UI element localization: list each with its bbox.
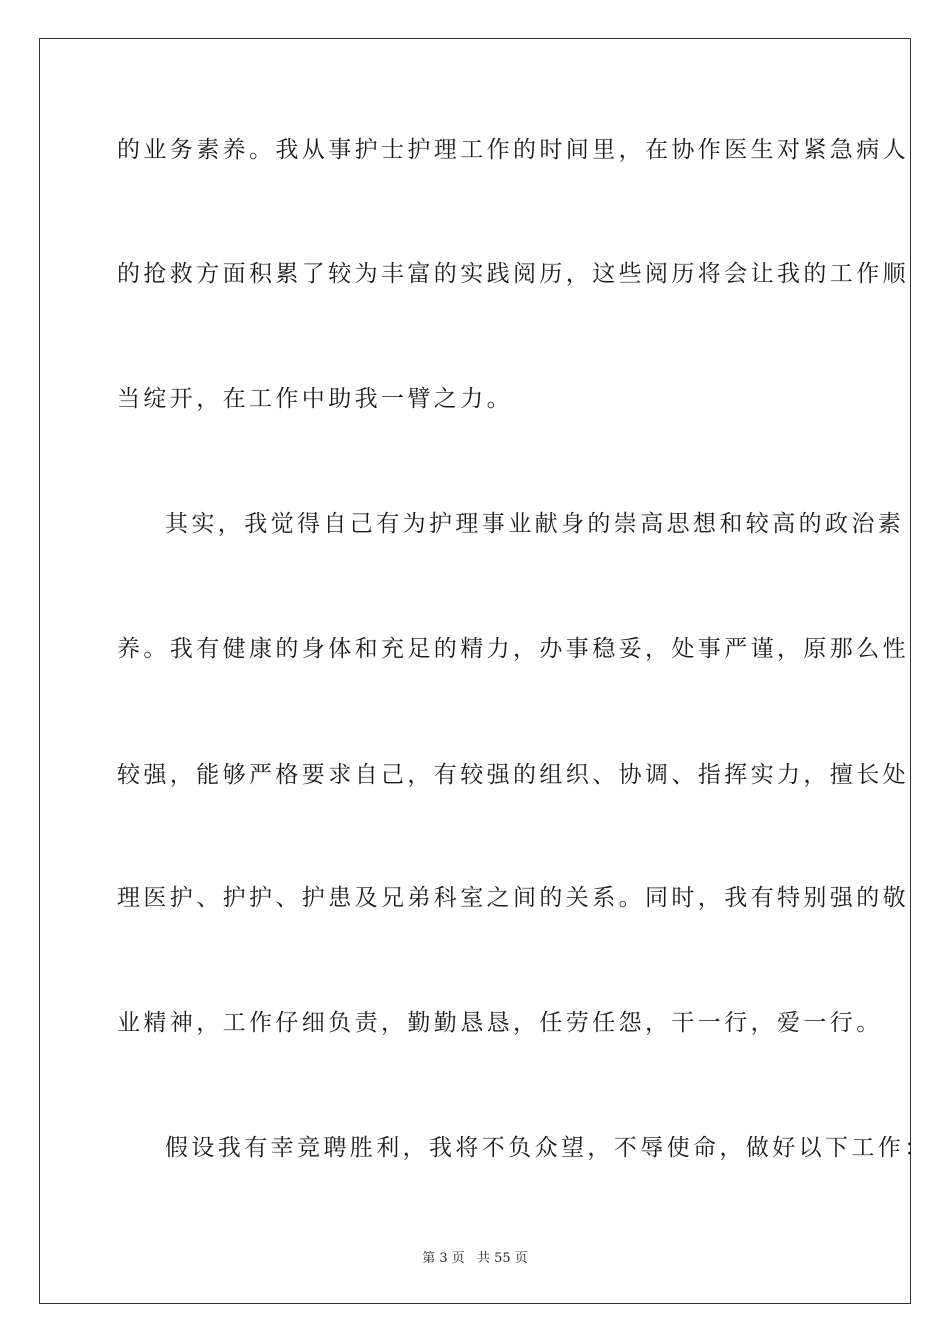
paragraph-start-line: 假设我有幸竞聘胜利，我将不负众望，不辱使命，做好以下工作： <box>165 1135 931 1161</box>
page-frame <box>39 38 931 1304</box>
page-total: 共 55 页 <box>476 1251 528 1266</box>
page-footer <box>0 1247 950 1266</box>
body-text-line: 业精神，工作仔细负责，勤勤恳恳，任劳任怨，干一行，爱一行。 <box>117 1010 883 1036</box>
body-text-line: 的业务素养。我从事护士护理工作的时间里，在协作医生对紧急病人 <box>117 137 909 163</box>
body-text-line: 理医护、护护、护患及兄弟科室之间的关系。同时，我有特别强的敬 <box>117 885 909 911</box>
body-text-line: 当绽开，在工作中助我一臂之力。 <box>117 386 513 412</box>
paragraph-start-line: 其实，我觉得自己有为护理事业献身的崇高思想和较高的政治素 <box>165 511 905 537</box>
page-number: 第 3 页 <box>422 1251 465 1266</box>
body-text-line: 较强，能够严格要求自己，有较强的组织、协调、指挥实力，擅长处 <box>117 762 909 788</box>
body-text-line: 养。我有健康的身体和充足的精力，办事稳妥，处事严谨，原那么性 <box>117 636 909 662</box>
body-text-line: 的抢救方面积累了较为丰富的实践阅历，这些阅历将会让我的工作顺 <box>117 261 909 287</box>
